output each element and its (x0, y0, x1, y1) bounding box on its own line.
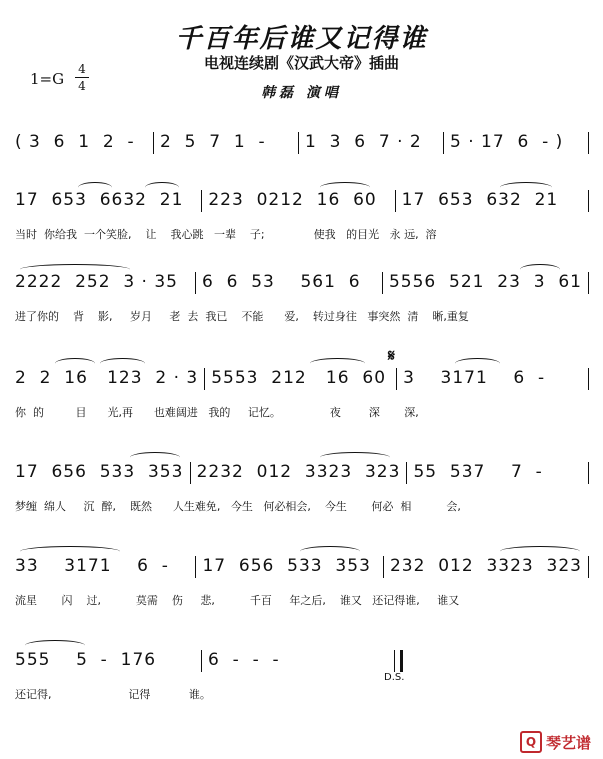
measure: 2 5 7 1 - (160, 132, 266, 152)
barline (153, 132, 154, 154)
notes-line (15, 368, 595, 390)
barline (443, 132, 444, 154)
measure: 555 5 - 176 (15, 650, 157, 670)
barline (195, 272, 196, 294)
time-signature-bottom: 4 (78, 79, 86, 93)
barline (588, 556, 589, 578)
measure: 55 537 7 - (413, 462, 543, 482)
measure: 2 2 16 123 2 · 3 (15, 368, 199, 388)
measure: 17 653 6632 21 (15, 190, 184, 210)
measure: 17 653 632 21 (401, 190, 559, 210)
notes-line (15, 190, 595, 212)
measure: 6 - - - (208, 650, 280, 670)
barline (396, 368, 397, 390)
lyrics-line: 流星 闪 过, 莫需 伤 悲, 千百 年之后, 谁又 还记得谁, 谁又 (15, 594, 460, 607)
notes-line (15, 132, 595, 154)
barline (406, 462, 407, 484)
measure: 2232 012 3323 323 (196, 462, 401, 482)
lyrics-line: 你 的 目 光,再 也难阔进 我的 记忆。 夜 深 深, (15, 406, 419, 419)
time-signature-top: 4 (78, 62, 86, 76)
watermark-text: 琴艺谱 (545, 733, 591, 752)
lyrics-line: 当时 你给我 一个笑脸, 让 我心跳 一辈 子; 使我 的目光 永 远, 溶 (15, 228, 437, 241)
notes-line (15, 272, 595, 294)
singer-credit: 韩磊 演唱 (261, 85, 342, 101)
logo-icon: Q (520, 731, 542, 753)
lyrics-line: 梦缠 绵人 沉 醉, 既然 人生难免, 今生 何必相会, 今生 何必 相 会, (15, 500, 461, 513)
barline (588, 132, 589, 154)
measure: 5553 212 16 60 (211, 368, 387, 388)
notes-line (15, 556, 595, 578)
measure: 223 0212 16 60 (208, 190, 377, 210)
song-subtitle: 电视连续剧《汉武大帝》插曲 (203, 54, 399, 72)
barline (204, 368, 205, 390)
measure: 33 3171 6 - (15, 556, 169, 576)
barline (588, 272, 589, 294)
site-watermark (520, 731, 591, 753)
measure: 3 3171 6 - (403, 368, 546, 388)
measure: 5 · 17 6 - ) (450, 132, 564, 152)
barline (190, 462, 191, 484)
barline (201, 190, 202, 212)
time-signature-divider (75, 77, 89, 78)
dal-segno-mark: D.S. (384, 672, 405, 683)
lyrics-line: 还记得, 记得 谁。 (15, 688, 211, 701)
segno-sign: 𝄋 (388, 346, 395, 365)
lyrics-line: 进了你的 背 影, 岁月 老 去 我已 不能 爱, 转过身往 事突然 清 晰,重复 (15, 310, 469, 323)
measure: 5556 521 23 3 61 (388, 272, 582, 292)
barline (588, 368, 589, 390)
barline (588, 190, 589, 212)
barline (395, 190, 396, 212)
song-title: 千百年后谁又记得谁 (175, 24, 428, 54)
measure: 2222 252 3 · 35 (15, 272, 178, 292)
measure: 1 3 6 7 · 2 (305, 132, 422, 152)
key-signature: 1=G (30, 70, 65, 88)
time-signature (75, 62, 89, 93)
barline (195, 556, 196, 578)
barline (298, 132, 299, 154)
barline (382, 272, 383, 294)
notes-line (15, 650, 403, 672)
barline (201, 650, 202, 672)
notes-line (15, 462, 595, 484)
barline (383, 556, 384, 578)
measure: 232 012 3323 323 (389, 556, 582, 576)
measure: ( 3 6 1 2 - (15, 132, 135, 152)
measure: 6 6 53 561 6 (201, 272, 361, 292)
measure: 17 656 533 353 (202, 556, 371, 576)
barline (588, 462, 589, 484)
final-barline (394, 650, 403, 672)
measure: 17 656 533 353 (15, 462, 184, 482)
